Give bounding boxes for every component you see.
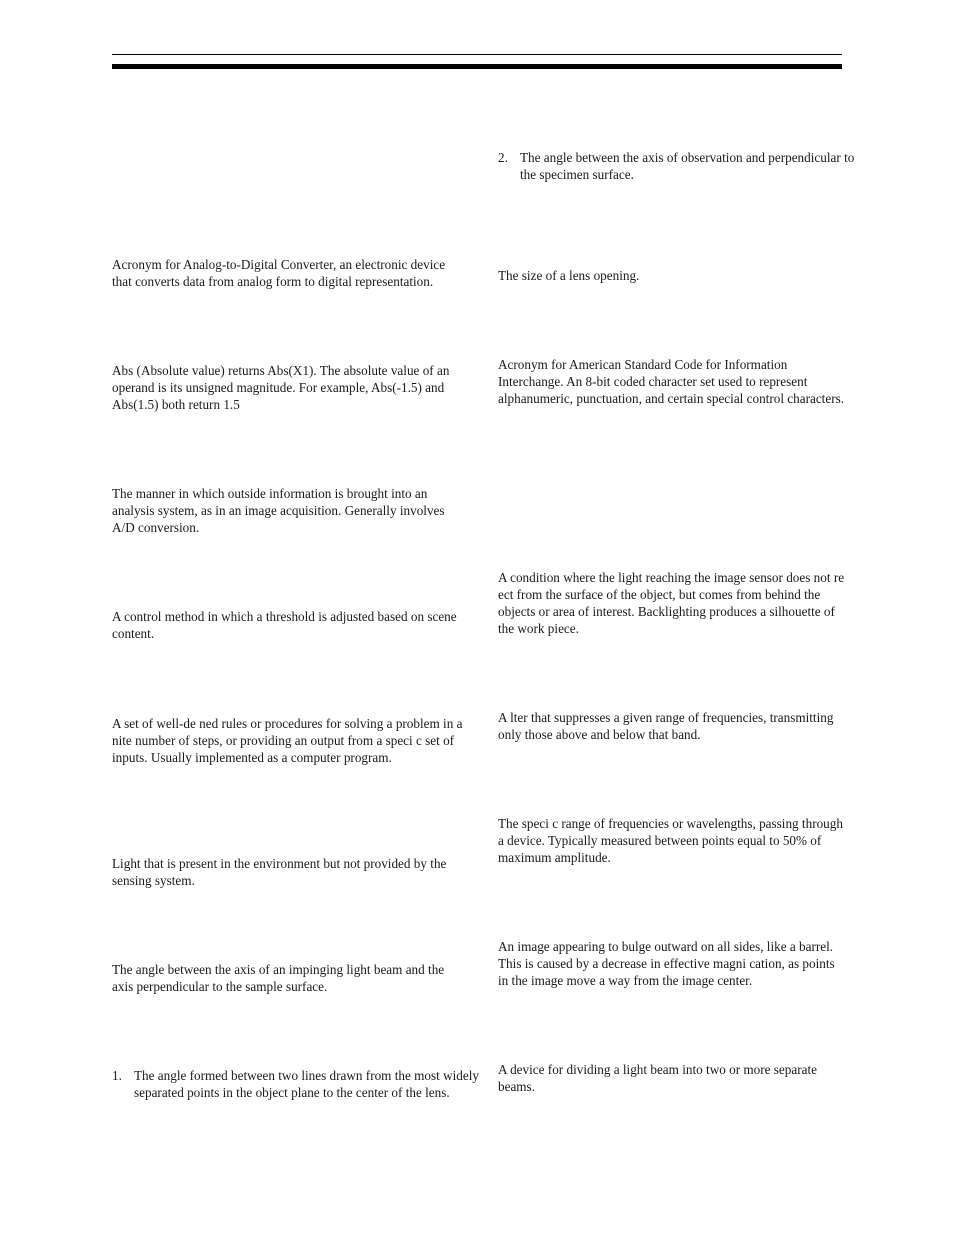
definition-bandwidth: The speci c range of frequencies or wavelengths, passing through a device. Typically measured between points equal to 50% of maximum amplitude. [498, 816, 843, 865]
header-rule-thin [112, 54, 842, 55]
definition-backlighting: A condition where the light reaching the image sensor does not re ect from the surface of the object, but comes from behind the objects or area of interest. Backlighting produces a silhouette of the work piece. [498, 570, 845, 636]
definition-ambient-light: Light that is present in the environment but not provided by the sensing system. [112, 856, 447, 888]
definition-beam-splitter: A device for dividing a light beam into two or more separate beams. [498, 1062, 817, 1094]
definition-band-reject-filter: A lter that suppresses a given range of frequencies, transmitting only those above and below that band. [498, 710, 834, 742]
definition-algorithm: A set of well-de ned rules or procedures for solving a problem in a nite number of steps, or providing an output from a speci c set of inputs. Usually implemented as a computer program. [112, 716, 463, 765]
list-number: 1. [112, 1068, 122, 1083]
header-rule-thick [112, 64, 842, 69]
definition-adc: Acronym for Analog-to-Digital Converter, an electronic device that converts data from analog form to digital representation. [112, 257, 446, 289]
definition-angle-of-incidence: The angle between the axis of an impinging light beam and the axis perpendicular to the sample surface. [112, 962, 445, 994]
definition-acquisition: The manner in which outside information is brought into an analysis system, as in an image acquisition. Generally involves A/D conversion. [112, 486, 445, 535]
definition-adaptive-threshold: A control method in which a threshold is adjusted based on scene content. [112, 609, 457, 641]
definition-abs: Abs (Absolute value) returns Abs(X1). The absolute value of an operand is its unsigned magnitude. For example, Abs(-1.5) and Abs(1.5) both return 1.5 [112, 363, 450, 412]
definition-text: The angle between the axis of observation and perpendicular to the specimen surface. [520, 150, 855, 182]
definition-angle-of-view-2 [498, 149, 870, 183]
definition-aperture: The size of a lens opening. [498, 268, 640, 283]
list-number: 2. [498, 150, 508, 165]
definition-text: The angle formed between two lines drawn from the most widely separated points in the object plane to the center of the lens. [134, 1068, 479, 1100]
definition-barrel-distortion: An image appearing to bulge outward on all sides, like a barrel. This is caused by a decrease in effective magni cation, as points in the image move a way from the image center. [498, 939, 835, 988]
definition-ascii: Acronym for American Standard Code for Information Interchange. An 8-bit coded character set used to represent alphanumeric, punctuation, and certain special control characters. [498, 357, 845, 406]
definition-angle-of-view-1 [112, 1067, 486, 1101]
